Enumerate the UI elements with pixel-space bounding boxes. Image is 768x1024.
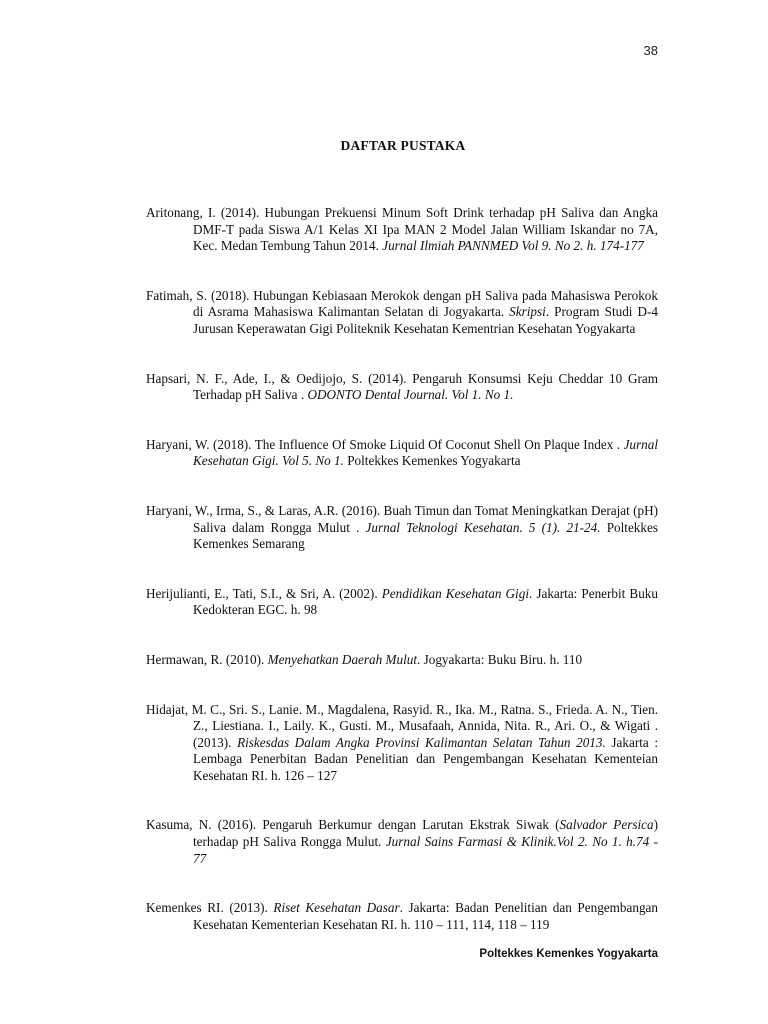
page-footer: Poltekkes Kemenkes Yogyakarta [479, 948, 658, 960]
reference-item [146, 586, 658, 619]
reference-item [146, 503, 658, 553]
reference-text: Hermawan, R. (2010). [146, 651, 268, 667]
reference-text: Kasuma, N. (2016). Pengaruh Berkumur dengan Larutan Ekstrak Siwak ( [146, 817, 560, 833]
reference-publisher: . Jakarta: Badan Penelitian dan Pengembangan Kesehatan Kementerian Kesehatan RI. h. 110 – 111, 114, 118 – 119 [193, 900, 658, 932]
reference-item [146, 817, 658, 867]
reference-source: Jurnal Sains Farmasi & Klinik.Vol 2. No 1. h.74 - 77 [193, 834, 659, 866]
reference-publisher: Poltekkes Kemenkes Yogyakarta [343, 453, 521, 469]
reference-source: Jurnal Ilmiah PANNMED Vol 9. No 2. h. 174-177 [382, 238, 644, 254]
reference-publisher: Poltekkes Kemenkes Semarang [193, 519, 658, 552]
reference-source: Riset Kesehatan Dasar [273, 900, 400, 916]
reference-list [146, 205, 658, 966]
reference-text: Aritonang, I. (2014). Hubungan Prekuensi Minum Soft Drink terhadap pH Saliva dan Angka DMF-T pada Siswa A/1 Kelas XI Ipa MAN 2 Model Jalan William Iskandar no 7A, Kec. Medan Tembung Tahun 2014. [146, 205, 658, 254]
reference-source: Jurnal Kesehatan Gigi. Vol 5. No 1. [193, 436, 658, 469]
reference-text: Kemenkes RI. (2013). [146, 900, 274, 916]
reference-source: Skripsi [509, 304, 546, 320]
reference-item [146, 900, 658, 933]
reference-publisher: . Jakarta: Penerbit Buku Kedokteran EGC. h. 98 [193, 585, 658, 618]
reference-species: Salvador Persica [559, 817, 654, 833]
reference-item [146, 437, 658, 470]
reference-item [146, 288, 658, 338]
reference-text-cont: ) terhadap pH Saliva Rongga Mulut. [193, 817, 658, 850]
reference-text: Hapsari, N. F., Ade, I., & Oedijojo, S. (2014). Pengaruh Konsumsi Keju Cheddar 10 Gram Terhadap pH Saliva . [146, 370, 658, 403]
reference-item [146, 205, 658, 255]
reference-publisher: Jakarta : Lembaga Penerbitan Badan Penelitian dan Pengembangan Kesehatan Kementeian Kesehatan RI. h. 126 – 127 [193, 734, 658, 783]
reference-item [146, 371, 658, 404]
reference-item [146, 702, 658, 785]
reference-source: Menyehatkan Daerah Mulut [267, 651, 418, 667]
reference-source: Riskesdas Dalam Angka Provinsi Kalimantan Selatan Tahun 2013. [237, 734, 606, 750]
reference-text: Fatimah, S. (2018). Hubungan Kebiasaan Merokok dengan pH Saliva pada Mahasiswa Perokok di Asrama Mahasiswa Kalimantan Selatan di Jogyakarta. [146, 287, 658, 320]
page-number: 38 [643, 43, 658, 58]
reference-text: Haryani, W., Irma, S., & Laras, A.R. (2016). Buah Timun dan Tomat Meningkatkan Derajat (pH) Saliva dalam Rongga Mulut . [146, 502, 658, 535]
reference-source: Jurnal Teknologi Kesehatan. 5 (1). 21-24. [365, 519, 601, 535]
reference-publisher: . Program Studi D-4 Jurusan Keperawatan Gigi Politeknik Kesehatan Kementrian Kesehatan Yogyakarta [193, 304, 659, 336]
reference-source: Pendidikan Kesehatan Gigi [381, 585, 529, 601]
reference-publisher: . Jogyakarta: Buku Biru. h. 110 [417, 651, 583, 667]
reference-text: Hidajat, M. C., Sri. S., Lanie. M., Magdalena, Rasyid. R., Ika. M., Ratna. S., Frieda. A. N., Tien. Z., Liestiana. I., Laily. K., Gusti. M., Musafaah, Annida, Nita. R., Ari. O., & Wigati . (2013). [146, 701, 658, 750]
page-title: DAFTAR PUSTAKA [340, 138, 466, 153]
reference-text: Herijulianti, E., Tati, S.I., & Sri, A. (2002). [146, 585, 382, 601]
reference-text: Haryani, W. (2018). The Influence Of Smoke Liquid Of Coconut Shell On Plaque Index . [146, 436, 624, 452]
reference-source: ODONTO Dental Journal. Vol 1. No 1. [307, 387, 514, 403]
reference-item [146, 652, 658, 669]
